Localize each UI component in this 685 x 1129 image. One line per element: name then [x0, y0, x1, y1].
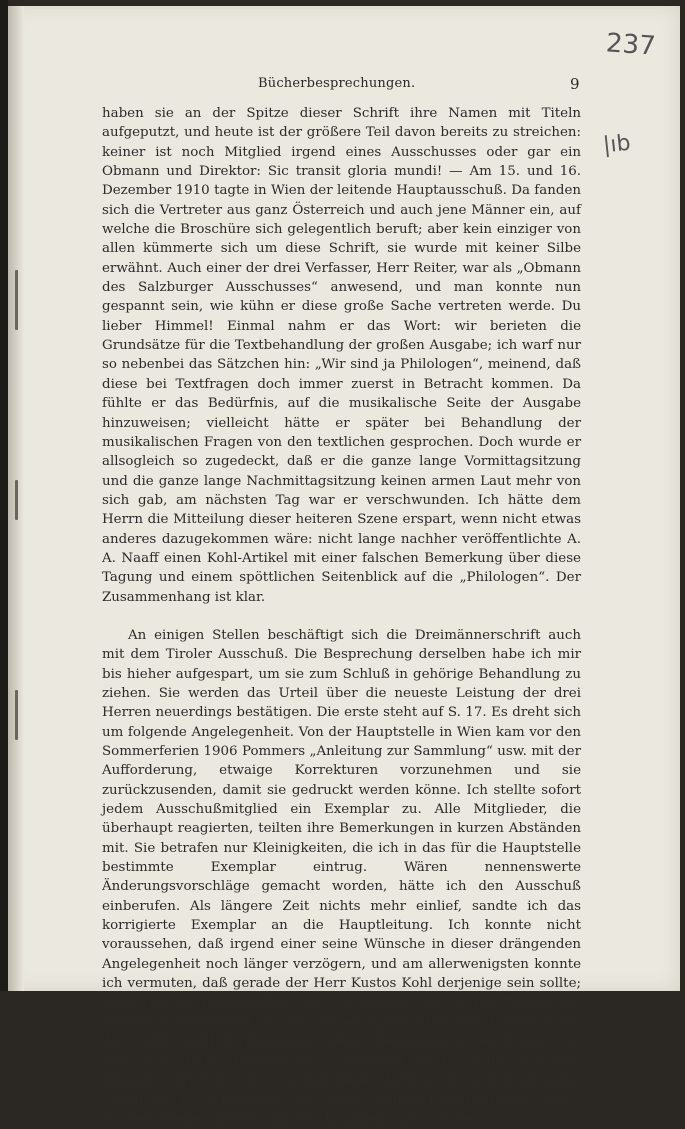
binding-stitch — [15, 480, 18, 520]
binding-stitch — [15, 270, 18, 330]
pencil-page-number: 237 — [605, 28, 657, 62]
binding-stitch — [15, 690, 18, 740]
paragraph-2: An einigen Stellen beschäftigt sich die Dreimännerschrift auch mit dem Tiroler Ausschuß. Die Besprechung derselben habe ich mir bis hieher aufgespart, um sie zum Schluß in gehörige Behandlung zu ziehen. Sie werden das Urteil über die neueste Leistung der drei Herren neuerdings bestätigen. Die erste steht auf S. 17. Es dreht sich um folgende Angelegenheit. Von der Hauptstelle in Wien kam vor den Sommerferien 1906 Pommers „Anleitung zur Sammlung“ usw. mit der Aufforderung, etwaige Korrekturen vorzunehmen und sie zurückzusenden, damit sie gedruckt werden könne. Ich stellte sofort jedem Ausschußmitglied ein Exemplar zu. Alle Mitglieder, die überhaupt reagierten, teilten ihre Bemerkungen in kurzen Abständen mit. Sie betrafen nur Kleinigkeiten, die ich in das für die Hauptstelle bestimmte Exemplar eintrug. Wären nennenswerte Änderungsvorschläge gemacht worden, hätte ich den Ausschuß einberufen. Als längere Zeit nichts mehr einlief, sandte ich das korrigierte Exemplar an die Hauptleitung. Ich konnte nicht voraussehen, daß irgend einer seine Wünsche in dieser drängenden Angelegenheit noch länger verzögern, und am allerwenigsten konnte ich vermuten, daß gerade der Herr Kustos Kohl derjenige sein sollte; denn von der Fertigstellung der „Anleitung“ hing ja der Beginn der ganzen Sammelarbeit ab, und dieses kleine Heftchen konnte jeder, der wollte, bald durchgesehen haben, besonders in den Ferien, wo man nicht durch Amtsgeschäfte behindert ist. Hinterher erst kam folgender Brief des Ausschußmitgliedes Kohl an mich, den Obmann: „Wien, am 19. September 1906. Sehr geehrter Herr Professor! Seit 2 Wochen wieder in Wien, bin ich darangegangen, zu der — [102, 627, 581, 1127]
page-header — [0, 76, 685, 98]
running-head: Bücherbesprechungen. — [258, 76, 416, 91]
page-number: 9 — [570, 75, 580, 93]
paragraph-1: haben sie an der Spitze dieser Schrift ihre Namen mit Titeln aufgeputzt, und heute ist der größere Teil davon bereits zu streichen: keiner ist noch Mitglied irgend eines Ausschusses oder gar ein Obmann und Direktor: Sic transit gloria mundi! — Am 15. und 16. Dezember 1910 tagte in Wien der leitende Hauptausschuß. Da fanden sich die Vertreter aus ganz Österreich und auch jene Männer ein, auf welche die Broschüre sich gelegentlich beruft; aber kein einziger von allen kümmerte sich um diese Schrift, sie wurde mit keiner Silbe erwähnt. Auch einer der drei Verfasser, Herr Reiter, war als „Obmann des Salzburger Ausschusses“ anwesend, und man konnte nun gespannt sein, wie kühn er diese große Sache vertreten werde. Du lieber Himmel! Einmal nahm er das Wort: wir berieten die Grundsätze für die Textbehandlung der großen Ausgabe; ich warf nur so nebenbei das Sätzchen hin: „Wir sind ja Philologen“, meinend, daß diese bei Textfragen doch immer zuerst in Betracht kommen. Da fühlte er das Bedürfnis, auf die musikalische Seite der Ausgabe hinzuweisen; vielleicht hätte er später bei Behandlung der musikalischen Fragen von den textlichen gesprochen. Doch wurde er allsogleich so zugedeckt, daß er die ganze lange Vormittagsitzung und die ganze lange Nachmittagsitzung keinen armen Laut mehr von sich gab, am nächsten Tag war er verschwunden. Ich hätte dem Herrn die Mitteilung dieser heiteren Szene erspart, wenn nicht etwas anderes dazugekommen wäre: nicht lange nachher veröffentlichte A. A. Naaff einen Kohl-Artikel mit einer falschen Bemerkung über diese Tagung und einem spöttlichen Seitenblick auf die „Philologen“. Der Zusammenhang ist klar. — [102, 106, 581, 605]
scan-left-edge — [0, 0, 8, 1000]
body-text — [102, 104, 581, 1129]
pencil-margin-mark: |ıb — [601, 130, 632, 159]
